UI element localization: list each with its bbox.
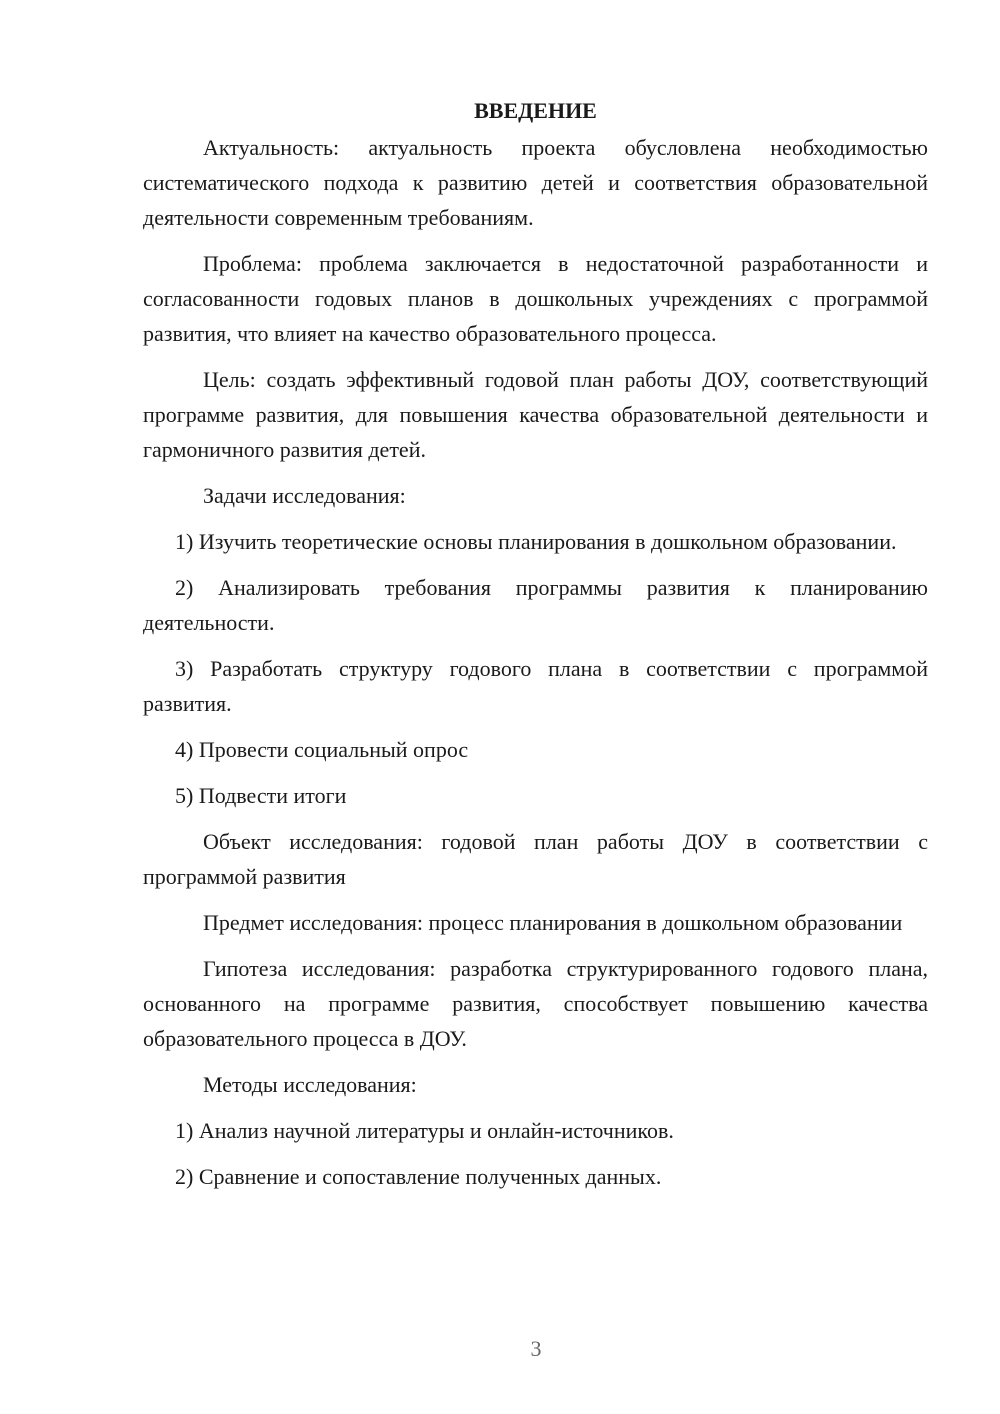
task-item-3: 3) Разработать структуру годового плана в соответствии с программой развития. (143, 656, 928, 716)
task-item-5: 5) Подвести итоги (175, 783, 347, 808)
page-number: 3 (530, 1336, 542, 1361)
paragraph-object: Объект исследования: годовой план работы ДОУ в соответствии с программой развития (143, 829, 928, 889)
paragraph-subject: Предмет исследования: процесс планирования в дошкольном образовании (203, 910, 903, 935)
method-item-1: 1) Анализ научной литературы и онлайн-источников. (175, 1118, 674, 1143)
paragraph-methods-heading: Методы исследования: (203, 1072, 417, 1097)
task-item-1: 1) Изучить теоретические основы планирования в дошкольном образовании. (175, 529, 897, 554)
task-item-4: 4) Провести социальный опрос (175, 737, 469, 762)
paragraph-hypothesis: Гипотеза исследования: разработка структурированного годового плана, основанного на программе развития, способствует повышению качества образовательного процесса в ДОУ. (143, 956, 928, 1051)
paragraph-goal: Цель: создать эффективный годовой план работы ДОУ, соответствующий программе развития, для повышения качества образовательной деятельности и гармоничного развития детей. (143, 367, 928, 462)
paragraph-tasks-heading: Задачи исследования: (203, 483, 406, 508)
paragraph-problem: Проблема: проблема заключается в недостаточной разработанности и согласованности годовых планов в дошкольных учреждениях с программой развития, что влияет на качество образовательного процесса. (143, 251, 928, 346)
document-title: ВВЕДЕНИЕ (474, 98, 597, 123)
page-content (143, 96, 928, 1205)
paragraph-relevance: Актуальность: актуальность проекта обусловлена необходимостью систематического подхода к развитию детей и соответствия образовательной деятельности современным требованиям. (143, 135, 928, 230)
method-item-2: 2) Сравнение и сопоставление полученных данных. (175, 1164, 662, 1189)
task-item-2: 2) Анализировать требования программы развития к планированию деятельности. (143, 575, 928, 635)
